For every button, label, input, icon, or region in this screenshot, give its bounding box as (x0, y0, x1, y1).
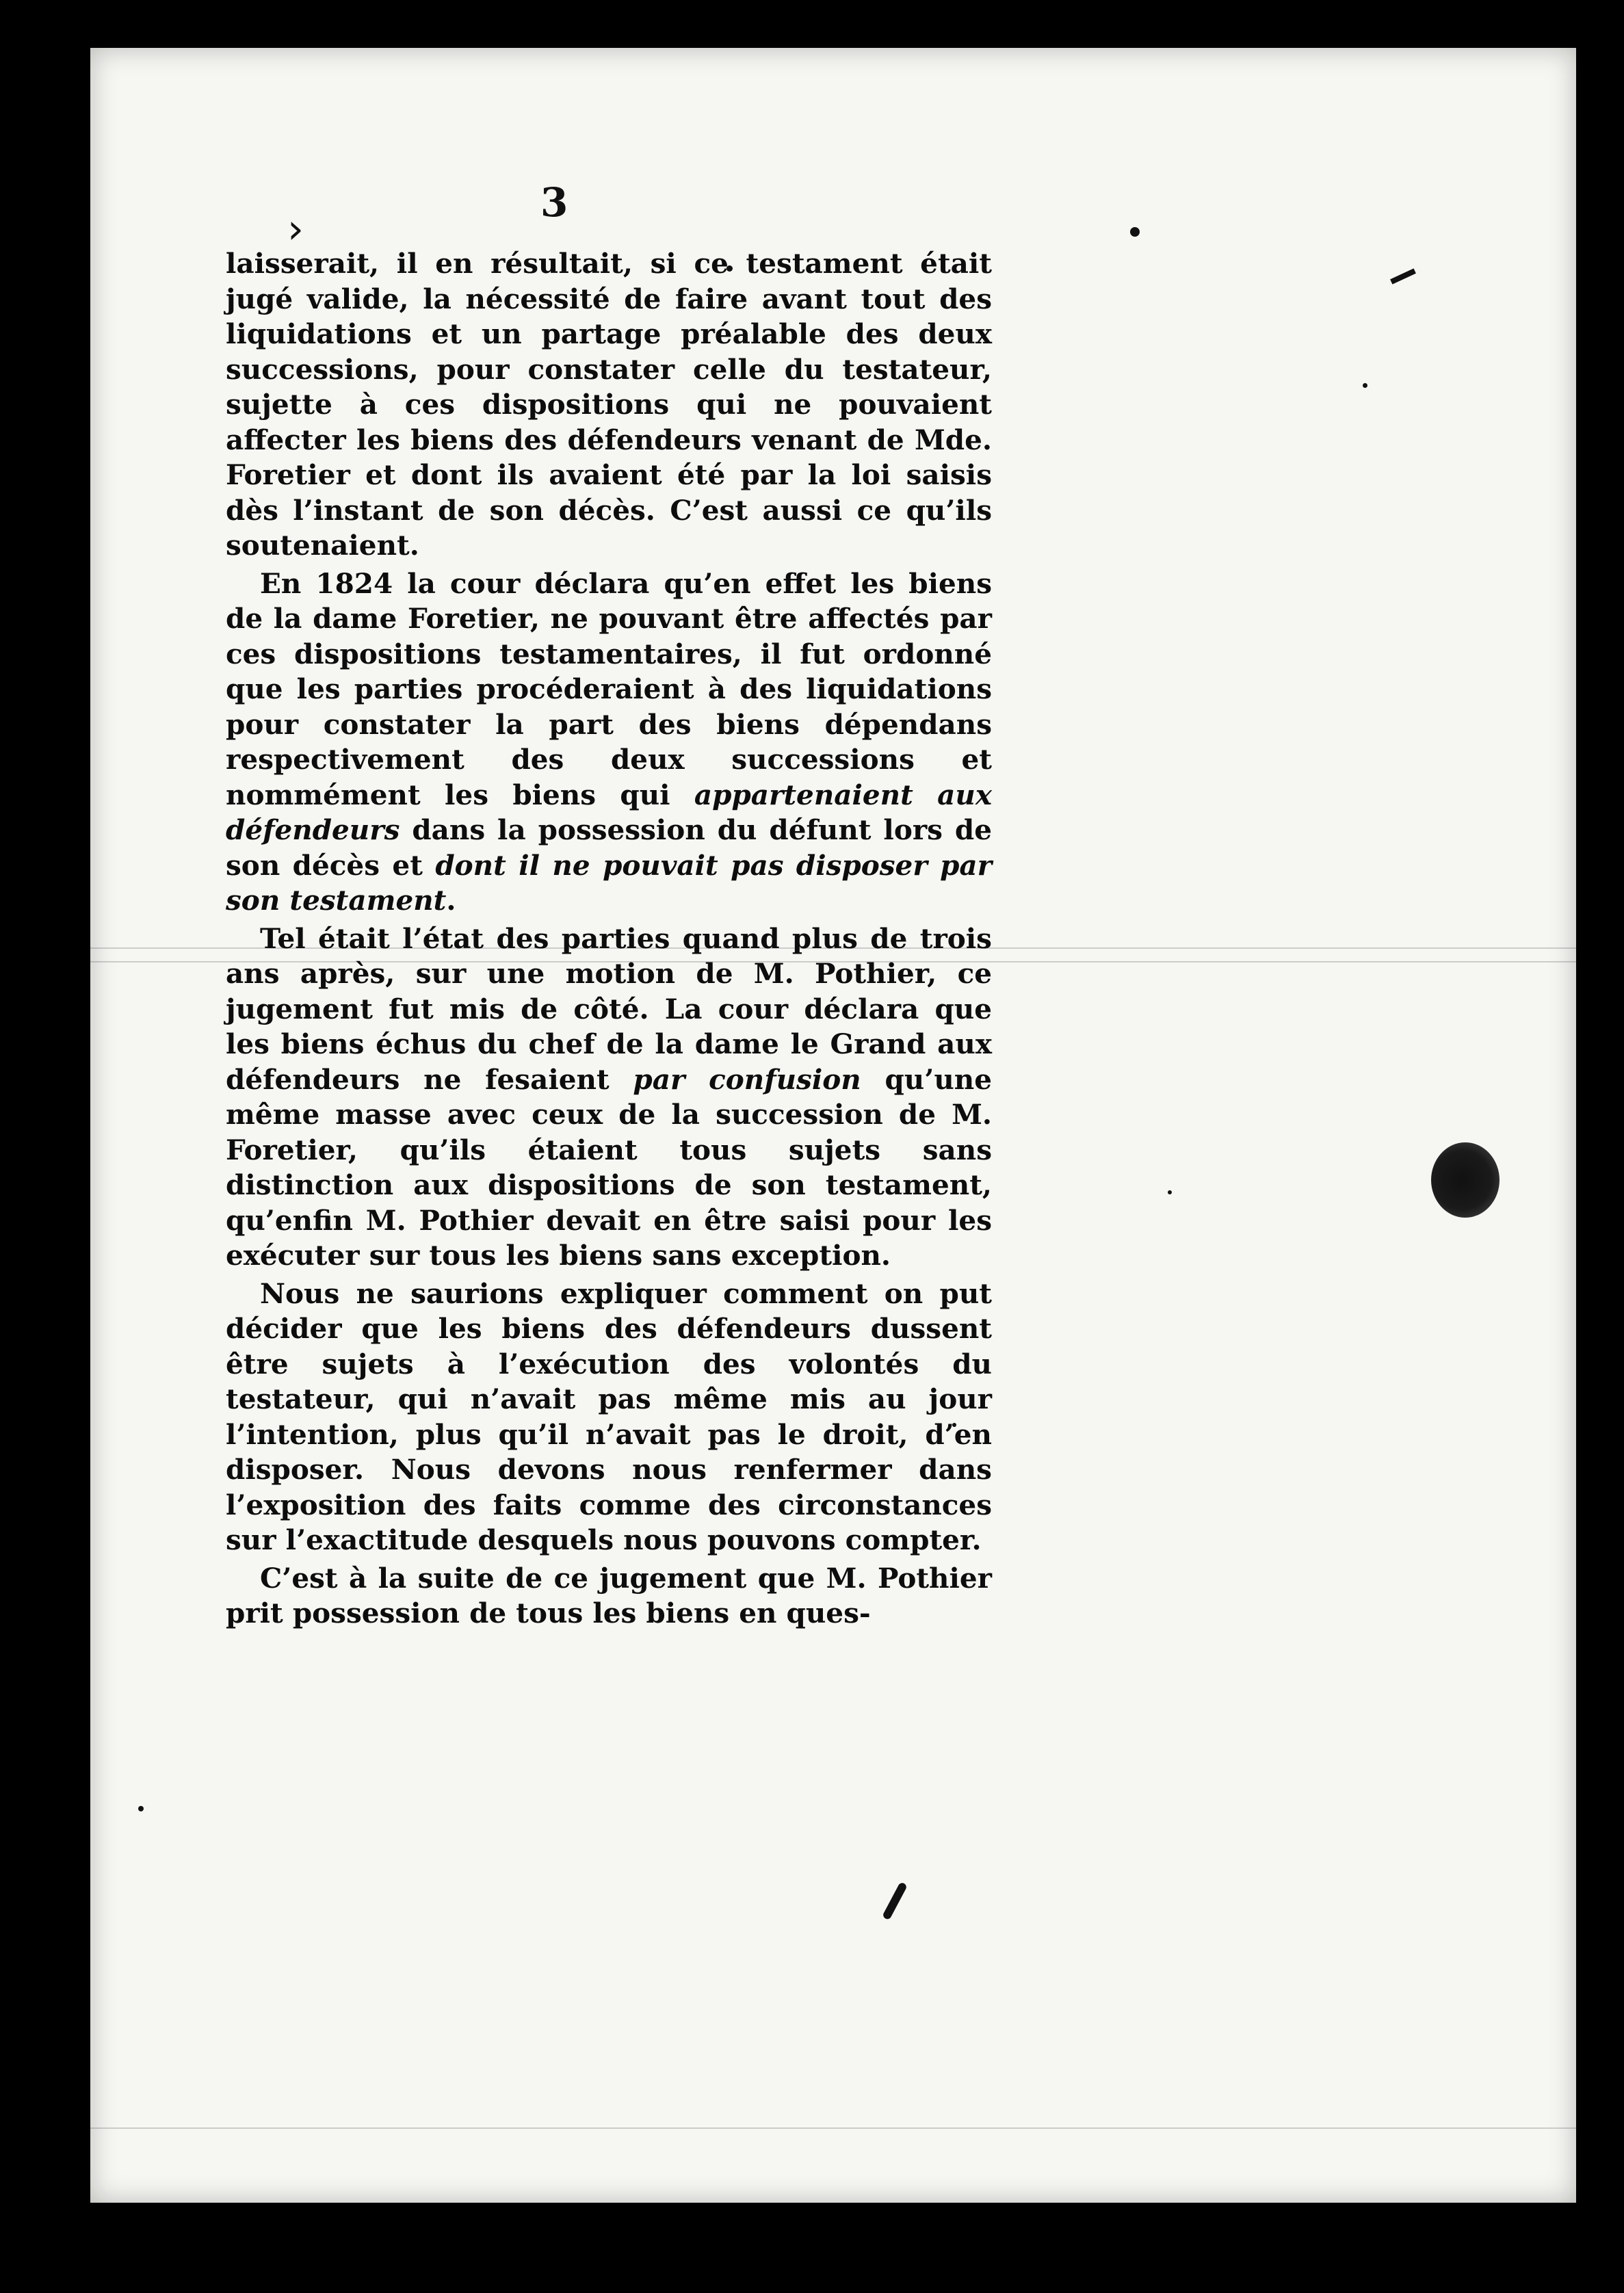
paragraph-text: Nous ne saurions expliquer comment on put décider que les biens des défendeurs dussent être sujets à l’exécution des volontés du testateur, qui n’avait pas même mis au jour l’intention, plus qu’il n’avait pas le droit, d’en disposer. Nous devons nous renfermer dans l’exposition des faits comme des circonstances sur l’exactitude desquels nous pouvons compter. (226, 1276, 992, 1556)
paragraph (226, 1276, 992, 1558)
paragraph-text: C’est à la suite de ce jugement que M. Pothier prit possession de tous les biens en ques- (226, 1561, 992, 1629)
paragraph (226, 1561, 992, 1632)
pen-mark (882, 1882, 908, 1921)
ink-speck (138, 1806, 144, 1811)
paragraph (226, 566, 992, 919)
body-text (226, 246, 992, 1634)
pen-mark (1390, 268, 1416, 284)
paragraph-text: dans la possession du défunt lors de son décès et (226, 813, 992, 882)
page-number: 3 (540, 179, 568, 226)
italic-text: dont il ne pouvait pas disposer par son testament (226, 848, 992, 917)
scan-artifact-line (90, 2127, 1576, 2129)
paragraph-text: qu’une même masse avec ceux de la succession de M. Foretier, qu’ils étaient tous sujets sans distinction aux dispositions de son testament, qu’enfin M. Pothier devait en être saisi pour les exécuter sur tous les biens sans exception. (226, 1062, 992, 1272)
paragraph (226, 246, 992, 564)
ink-speck (1363, 383, 1367, 388)
italic-text: par confusion (633, 1062, 861, 1096)
italic-text: appartenaient aux défendeurs (226, 778, 992, 846)
paragraph-text: En 1824 la cour déclara qu’en effet les biens de la dame Foretier, ne pouvant être affectés par ces dispositions testamentaires, il fut ordonné que les parties procéderaient à des liquidations pour constater la part des biens dépendans respectivement des deux successions et nommément les biens qui (226, 566, 992, 811)
paragraph (226, 921, 992, 1274)
paragraph-text: laisserait, il en résultait, si ce testament était jugé valide, la nécessité de faire avant tout des liquidations et un partage préalable des deux successions, pour constater celle du testateur, sujette à ces dispositions qui ne pouvaient affecter les biens des défendeurs venant de Mde. Foretier et dont ils avaient été par la loi saisis dès l’instant de son décès. C’est aussi ce qu’ils soutenaient. (226, 247, 992, 562)
ink-speck (1168, 1190, 1172, 1194)
paragraph-text: Tel était l’état des parties quand plus de trois ans après, sur une motion de M. Pothier, ce jugement fut mis de côté. La cour déclara que les biens échus du chef de la dame le Grand aux défendeurs ne fesaient (226, 921, 992, 1096)
paragraph-text: . (446, 884, 456, 917)
margin-mark: › (287, 205, 304, 253)
ink-speck (1130, 227, 1140, 237)
ink-blot (1431, 1142, 1499, 1218)
